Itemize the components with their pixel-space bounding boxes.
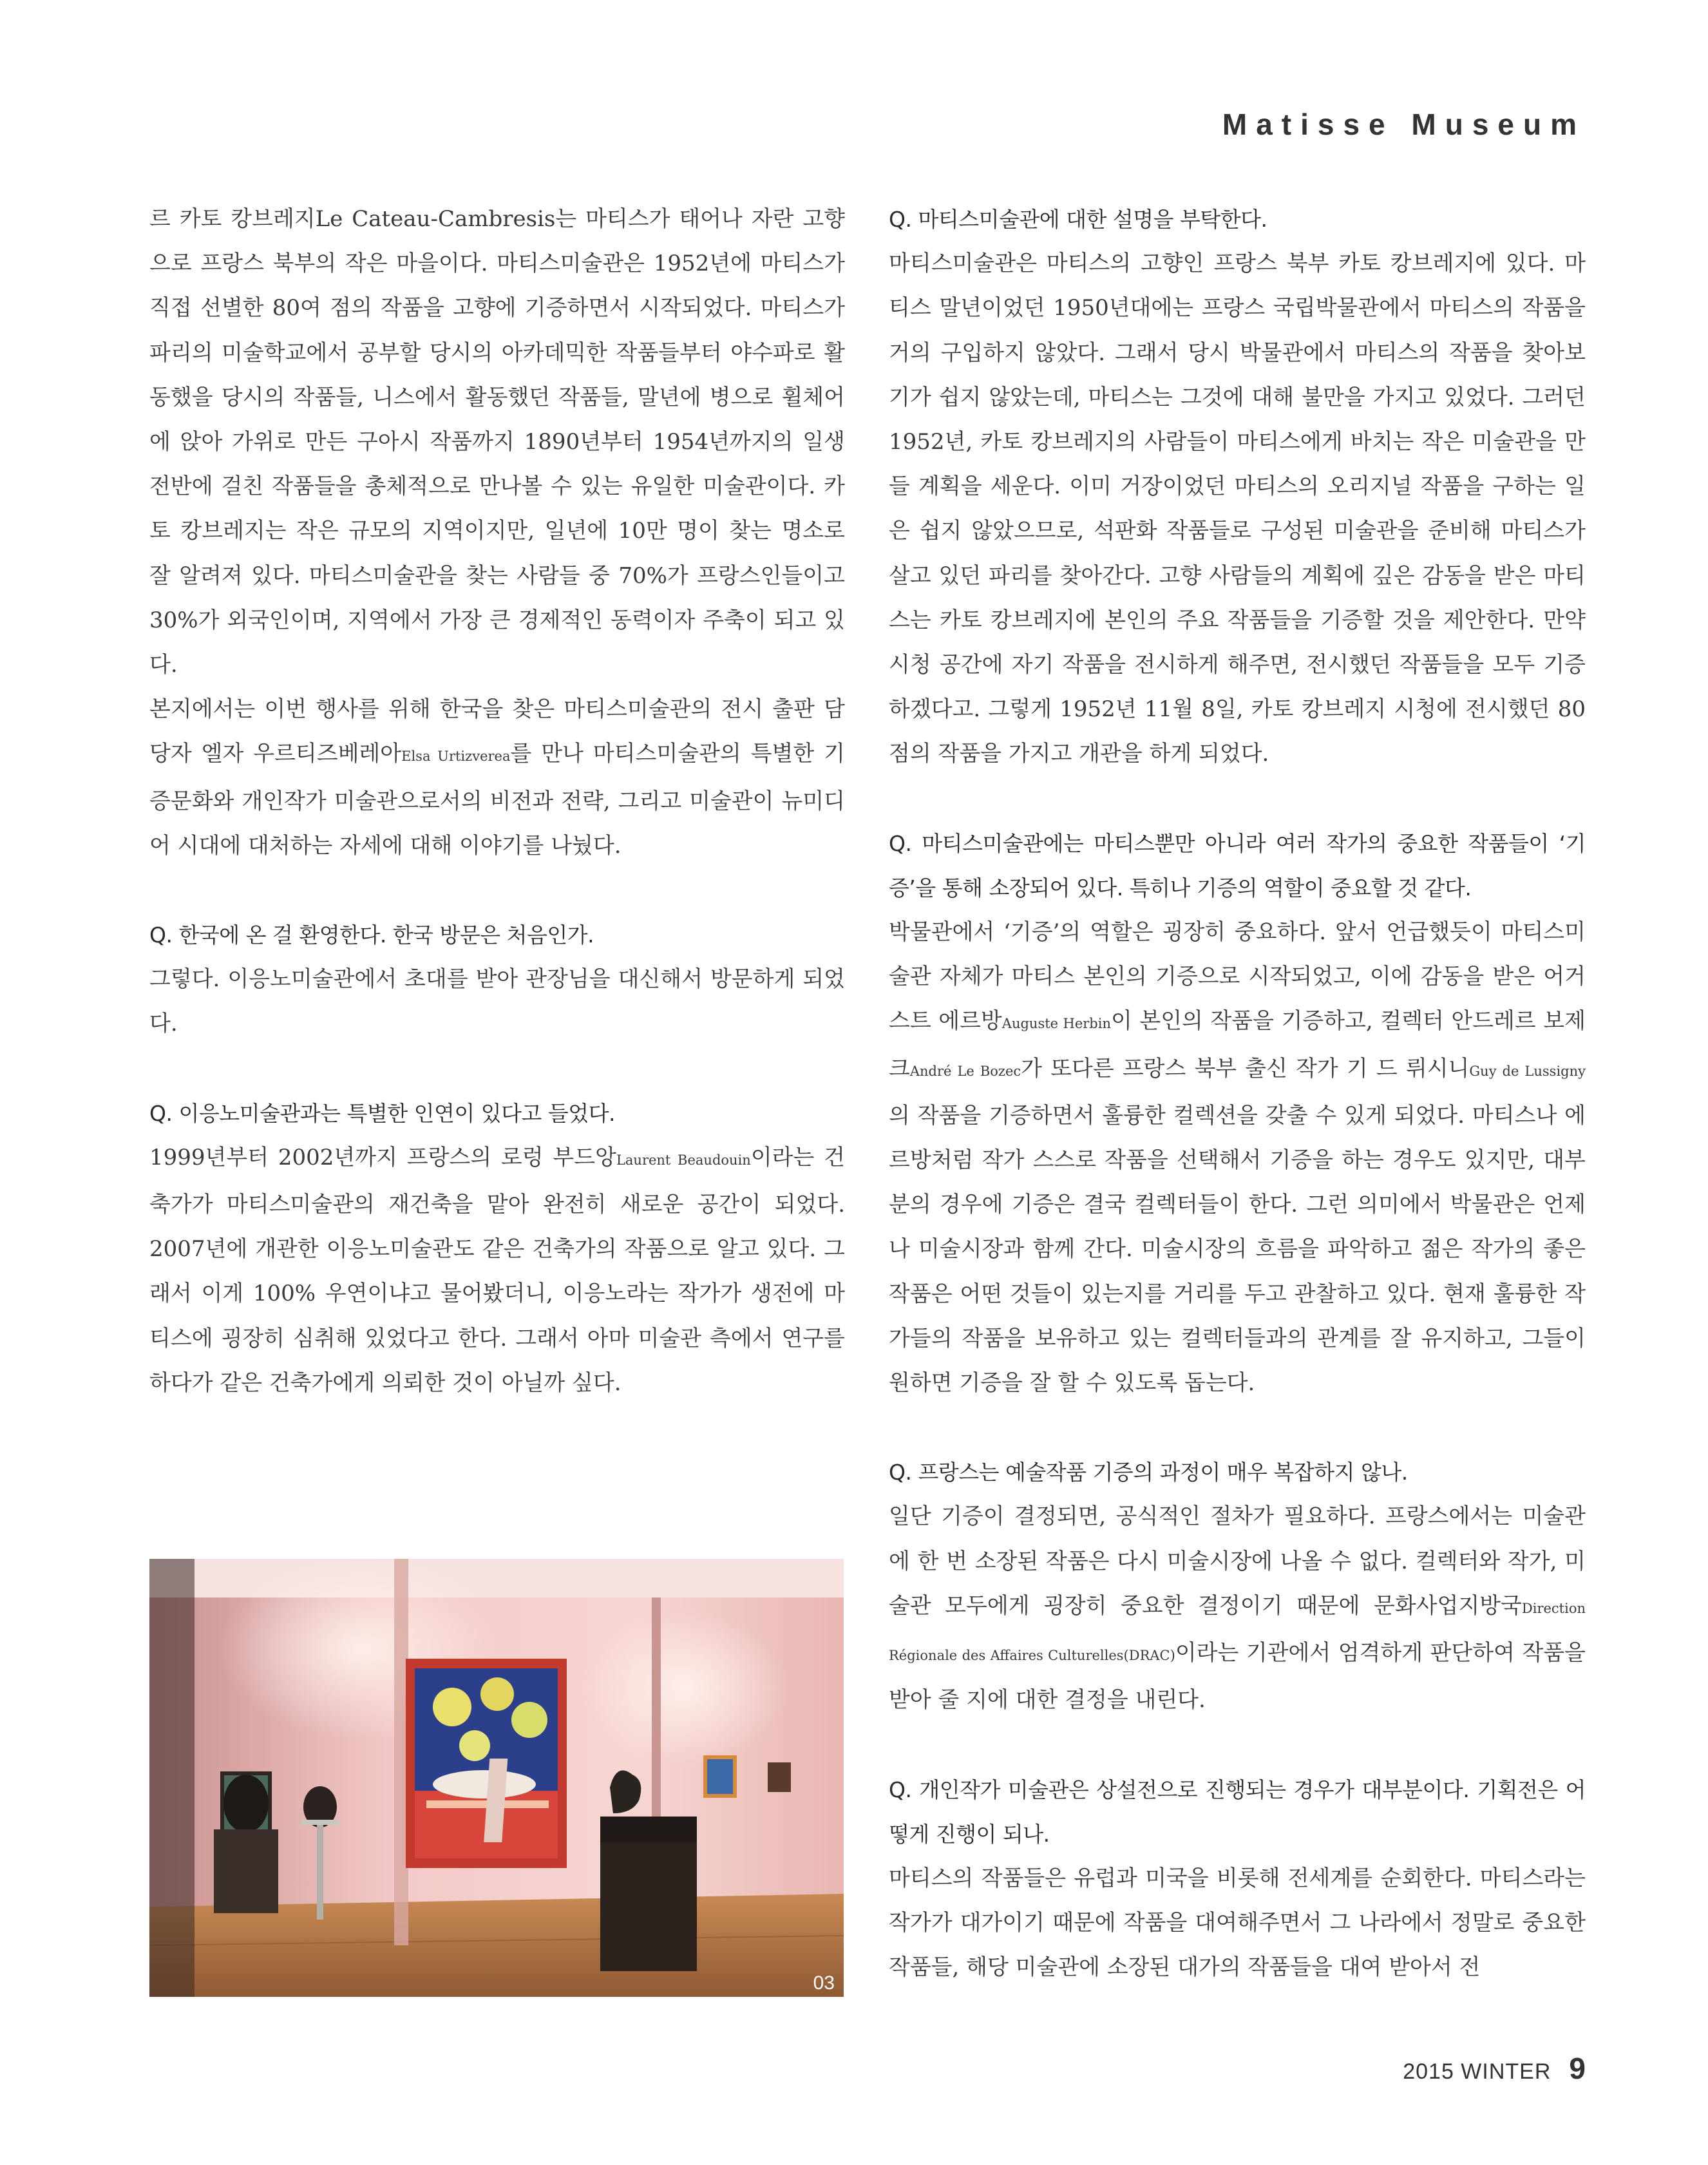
section-title: Matisse Museum <box>1222 108 1586 141</box>
intro-paragraph: 르 카토 캉브레지Le Cateau-Cambresis는 마티스가 태어나 자란 고향으로 프랑스 북부의 작은 마을이다. 마티스미술관은 1952년에 마티스가 직접 선별한 80여 점의 작품을 고향에 기증하면서 시작되었다. 마티스가 파리의 미술학교에서 공부할 당시의 아카데믹한 작품들부터 야수파로 활동했을 당시의 작품들, 니스에서 활동했던 작품들, 말년에 병으로 휠체어에 앉아 가위로 만든 구아시 작품까지 1890년부터 1954년까지의 일생 전반에 걸친 작품들을 총체적으로 만나볼 수 있는 유일한 미술관이다. 카토 캉브레지는 작은 규모의 지역이지만, 일년에 10만 명이 찾는 명소로 잘 알려져 있다. 마티스미술관을 찾는 사람들 중 70%가 프랑스인들이고 30%가 외국인이며, 지역에서 가장 큰 경제적인 동력이자 주축이 되고 있다. <box>149 206 845 678</box>
intro-paragraph-2: 본지에서는 이번 행사를 위해 한국을 찾은 마티스미술관의 전시 출판 담당자 엘자 우르티즈베레아Elsa Urtizverea를 만나 마티스미술관의 특별한 기증문화와 개인작가 미술관으로서의 비전과 전략, 그리고 미술관이 뉴미디어 시대에 대처하는 자세에 대해 이야기를 나눴다. <box>149 696 845 859</box>
foreign-name: Auguste Herbin <box>1001 1016 1111 1032</box>
question-heading: Q. 한국에 온 걸 환영한다. 한국 방문은 처음인가. <box>149 922 594 948</box>
issue-label: 2015 WINTER <box>1403 2059 1551 2084</box>
gallery-photo <box>149 1559 844 1997</box>
answer-paragraph: 그렇다. 이응노미술관에서 초대를 받아 관장님을 대신해서 방문하게 되었다. <box>149 966 845 1037</box>
question-heading: Q. 마티스미술관에 대한 설명을 부탁한다. <box>889 207 1267 232</box>
right-column <box>889 197 1586 1990</box>
answer-paragraph: 마티스미술관은 마티스의 고향인 프랑스 북부 카토 캉브레지에 있다. 마티스 말년이었던 1950년대에는 프랑스 국립박물관에서 마티스의 작품을 거의 구입하지 않았다. 그래서 당시 박물관에서 마티스의 작품을 찾아보기가 쉽지 않았는데, 마티스는 그것에 대해 불만을 가지고 있었다. 그러던 1952년, 카토 캉브레지의 사람들이 마티스에게 바치는 작은 미술관을 만들 계획을 세운다. 이미 거장이었던 마티스의 오리지널 작품을 구하는 일은 쉽지 않았으므로, 석판화 작품들로 구성된 미술관을 준비해 마티스가 살고 있던 파리를 찾아간다. 고향 사람들의 계획에 깊은 감동을 받은 마티스는 카토 캉브레지에 본인의 주요 작품들을 기증할 것을 제안한다. 만약 시청 공간에 자기 작품을 전시하게 해주면, 전시했던 작품들을 모두 기증하겠다고. 그렇게 1952년 11월 8일, 카토 캉브레지 시청에 전시했던 80점의 작품을 가지고 개관을 하게 되었다. <box>889 251 1586 767</box>
page-footer <box>1403 2051 1586 2086</box>
page-number: 9 <box>1569 2052 1586 2085</box>
answer-paragraph: 1999년부터 2002년까지 프랑스의 로렁 부드앙Laurent Beaudouin이라는 건축가가 마티스미술관의 재건축을 맡아 완전히 새로운 공간이 되었다. 2007년에 개관한 이응노미술관도 같은 건축가의 작품으로 알고 있다. 그래서 이게 100% 우연이냐고 물어봤더니, 이응노라는 작가가 생전에 마티스에 굉장히 심취해 있었다고 한다. 그래서 아마 미술관 측에서 연구를 하다가 같은 건축가에게 의뢰한 것이 아닐까 싶다. <box>149 1144 845 1396</box>
answer-paragraph: 마티스의 작품들은 유럽과 미국을 비롯해 전세계를 순회한다. 마티스라는 작가가 대가이기 때문에 작품을 대여해주면서 그 나라에서 정말로 중요한 작품들, 해당 미술관에 소장된 대가의 작품들을 대여 받아서 전 <box>889 1865 1586 1981</box>
gallery-illustration <box>149 1559 844 1997</box>
foreign-name: André Le Bozec <box>909 1063 1021 1079</box>
foreign-name: Elsa Urtizverea <box>401 749 511 765</box>
photo-number: 03 <box>813 1972 835 1994</box>
question-heading: Q. 이응노미술관과는 특별한 인연이 있다고 들었다. <box>149 1100 615 1126</box>
answer-paragraph: 일단 기증이 결정되면, 공식적인 절차가 필요하다. 프랑스에서는 미술관에 한 번 소장된 작품은 다시 미술시장에 나올 수 없다. 컬렉터와 작가, 미술관 모두에게 굉장히 중요한 결정이기 때문에 문화사업지방국Direction Régionale des Affaires Culturelles(DRAC)이라는 기관에서 엄격하게 판단하여 작품을 받아 줄 지에 대한 결정을 내린다. <box>889 1503 1586 1713</box>
question-heading: Q. 마티스미술관에는 마티스뿐만 아니라 여러 작가의 중요한 작품들이 ‘기증’을 통해 소장되어 있다. 특히나 기증의 역할이 중요할 것 같다. <box>889 830 1586 901</box>
question-heading: Q. 프랑스는 예술작품 기증의 과정이 매우 복잡하지 않나. <box>889 1460 1408 1485</box>
foreign-name: Direction Régionale des Affaires Culturelles(DRAC) <box>889 1600 1586 1664</box>
foreign-name: Guy de Lussigny <box>1469 1063 1586 1079</box>
left-column <box>149 197 845 1406</box>
question-heading: Q. 개인작가 미술관은 상설전으로 진행되는 경우가 대부분이다. 기획전은 어떻게 진행이 되나. <box>889 1777 1586 1847</box>
foreign-name: Laurent Beaudouin <box>616 1152 751 1168</box>
answer-paragraph: 박물관에서 ‘기증’의 역할은 굉장히 중요하다. 앞서 언급했듯이 마티스미술관 자체가 마티스 본인의 기증으로 시작되었고, 이에 감동을 받은 어거스트 에르방Auguste Herbin이 본인의 작품을 기증하고, 컬렉터 안드레르 보제크André Le Bozec가 또다른 프랑스 북부 출신 작가 기 드 뤼시니Guy de Lussigny의 작품을 기증하면서 훌륭한 컬렉션을 갖출 수 있게 되었다. 마티스나 에르방처럼 작가 스스로 작품을 선택해서 기증을 하는 경우도 있지만, 대부분의 경우에 기증은 결국 컬렉터들이 한다. 그런 의미에서 박물관은 언제나 미술시장과 함께 간다. 미술시장의 흐름을 파악하고 젊은 작가의 좋은 작품은 어떤 것들이 있는지를 거리를 두고 관찰하고 있다. 현재 훌륭한 작가들의 작품을 보유하고 있는 컬렉터들과의 관계를 잘 유지하고, 그들이 원하면 기증을 잘 할 수 있도록 돕는다. <box>889 919 1586 1397</box>
